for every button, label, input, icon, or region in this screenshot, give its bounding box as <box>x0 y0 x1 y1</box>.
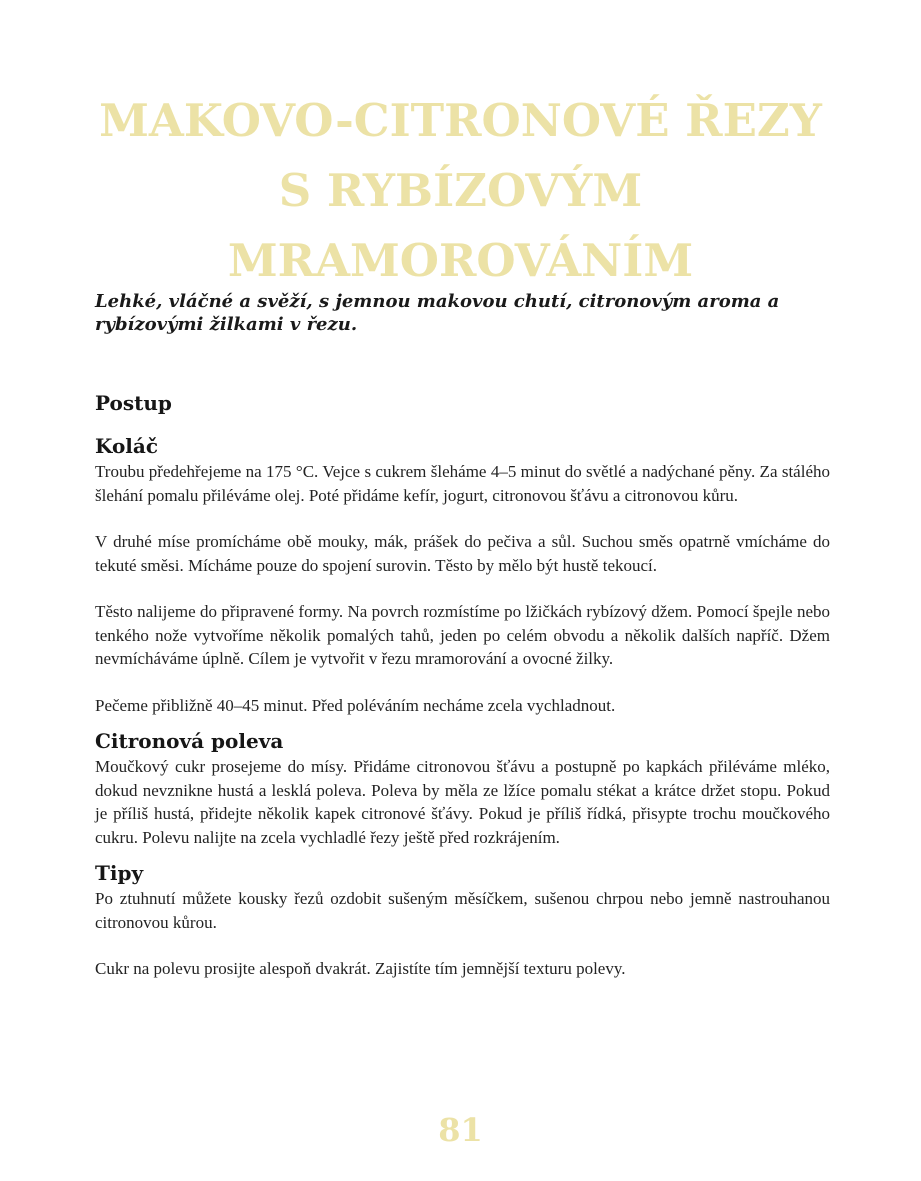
section-kolac <box>95 432 830 717</box>
spacer <box>95 577 830 600</box>
paragraph: Pečeme přibližně 40–45 minut. Před poléváním necháme zcela vychladnout. <box>95 695 616 715</box>
paragraph: Moučkový cukr prosejeme do mísy. Přidáme citronovou šťávu a postupně po kapkách přiléváme mléko, dokud nevznikne hustá a lesklá poleva. Poleva by měla ze lžíce pomalu stékat a krátce držet stopu. Pokud je příliš hustá, přidejte několik kapek citronové šťávy. Pokud je příliš řídká, přisypte trochu moučkového cukru. Polevu nalijte na zcela vychladlé řezy ještě před rozkrájením. <box>95 757 830 847</box>
paragraph: Troubu předehřejeme na 175 °C. Vejce s cukrem šleháme 4–5 minut do světlé a nadýchané pěny. Za stálého šlehání pomalu přiléváme olej. Poté přidáme kefír, jogurt, citronovou šťávu a citronovou kůru. <box>95 462 830 505</box>
spacer <box>95 418 830 432</box>
section-citronova-poleva <box>95 727 830 849</box>
paragraph: Těsto nalijeme do připravené formy. Na povrch rozmístíme po lžičkách rybízový džem. Pomocí špejle nebo tenkého nože vytvoříme několik pomalých tahů, jeden po celém obvodu a několik dalších napříč. Džem nevmícháváme úplně. Cílem je vytvořit v řezu mramorování a ovocné žilky. <box>95 602 830 668</box>
section-heading: Tipy <box>95 861 144 885</box>
section-tipy <box>95 859 830 981</box>
spacer <box>95 671 830 694</box>
section-heading: Citronová poleva <box>95 729 284 753</box>
recipe-subtitle: Lehké, vláčné a svěží, s jemnou makovou chutí, citronovým aroma a rybízovými žilkami v řezu. <box>95 291 780 335</box>
page-number: 81 <box>438 1111 483 1149</box>
postup-heading: Postup <box>95 391 172 415</box>
recipe-title-line-2: S RYBÍZOVÝM MRAMOROVÁNÍM <box>227 164 694 287</box>
spacer <box>95 934 830 957</box>
paragraph: Cukr na polevu prosijte alespoň dvakrát. Zajistíte tím jemnější texturu polevy. <box>95 959 626 978</box>
recipe-content <box>95 388 830 981</box>
spacer <box>95 849 830 859</box>
recipe-title <box>40 86 881 296</box>
spacer <box>95 717 830 727</box>
spacer <box>95 507 830 530</box>
section-heading: Koláč <box>95 434 159 458</box>
recipe-title-line-1: MAKOVO-CITRONOVÉ ŘEZY <box>99 94 822 147</box>
paragraph: V druhé míse promícháme obě mouky, mák, prášek do pečiva a sůl. Suchou směs opatrně vmícháme do tekuté směsi. Mícháme pouze do spojení surovin. Těsto by mělo být hustě tekoucí. <box>95 532 830 575</box>
paragraph: Po ztuhnutí můžete kousky řezů ozdobit sušeným měsíčkem, sušenou chrpou nebo jemně nastrouhanou citronovou kůrou. <box>95 889 830 932</box>
